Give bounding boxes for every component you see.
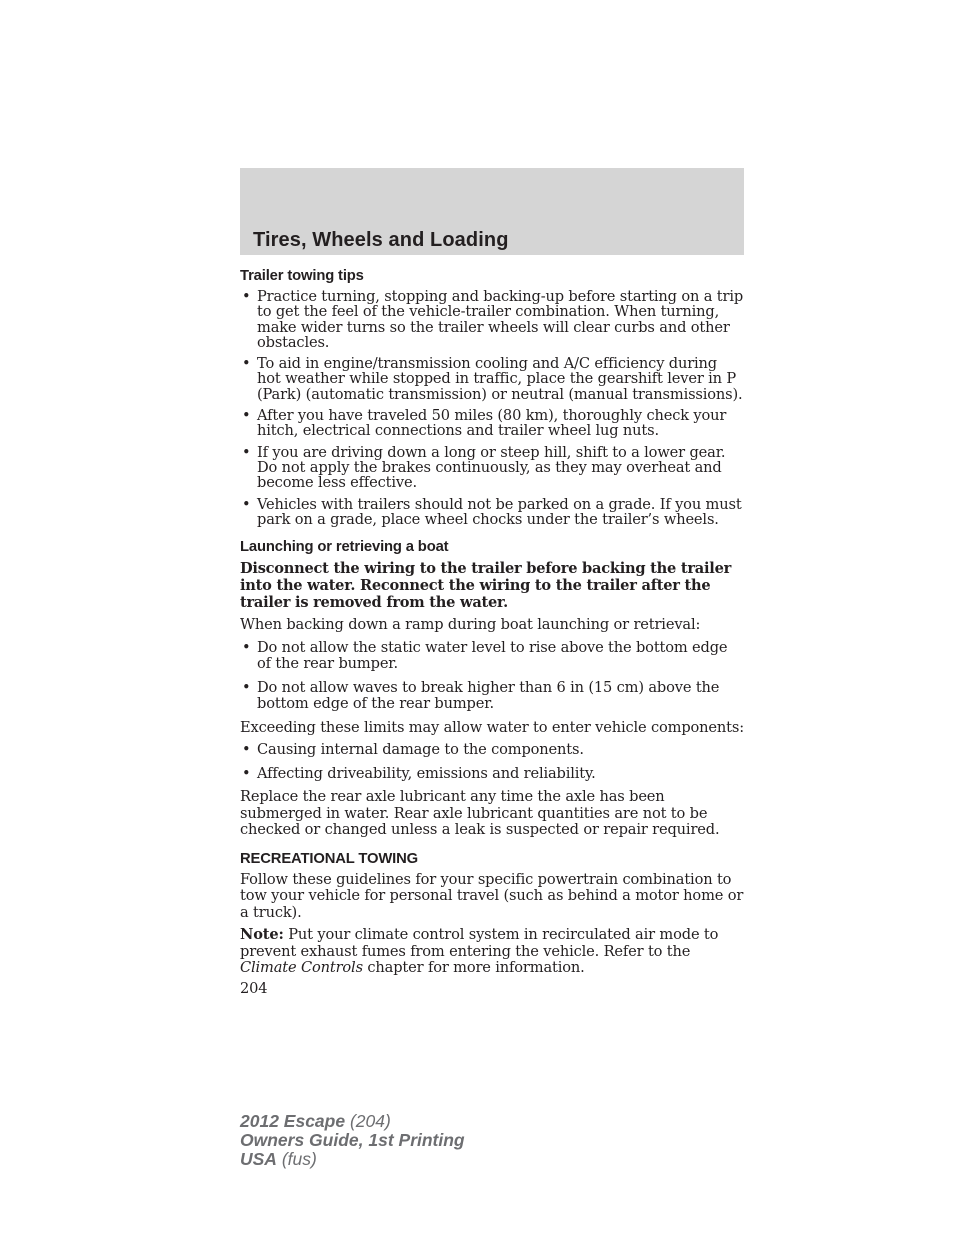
list-item: • Causing internal damage to the components. <box>240 742 744 759</box>
list-item: • Do not allow waves to break higher than 6 in (15 cm) above the bottom edge of the rear bumper. <box>240 680 744 713</box>
list-item: • Do not allow the static water level to rise above the bottom edge of the rear bumper. <box>240 640 744 673</box>
footer-region: USA <box>240 1149 277 1169</box>
list-item: • After you have traveled 50 miles (80 km), thoroughly check your hitch, electrical connections and trailer wheel lug nuts. <box>240 408 744 439</box>
footer-model: 2012 Escape <box>240 1111 346 1131</box>
chapter-title: Tires, Wheels and Loading <box>253 229 509 251</box>
recreational-intro: Follow these guidelines for your specific powertrain combination to tow your vehicle for personal travel (such as behind a motor home or a truck). <box>240 870 744 921</box>
effects-list <box>240 742 744 782</box>
footer-region-code: (fus) <box>276 1149 317 1169</box>
footer-guide: Owners Guide, 1st Printing <box>240 1130 465 1150</box>
note-paragraph <box>240 927 744 977</box>
heading-boat: Launching or retrieving a boat <box>240 539 449 556</box>
heading-recreational-towing: RECREATIONAL TOWING <box>240 850 418 867</box>
lubricant-paragraph: Replace the rear axle lubricant any time the axle has been submerged in water. Rear axle lubricant quantities are not to be checked or changed unless a leak is suspected or repair required. <box>240 788 720 839</box>
list-item: • If you are driving down a long or steep hill, shift to a lower gear. Do not apply the brakes continuously, as they may overheat and become less effective. <box>240 445 744 491</box>
print-footer <box>240 1112 465 1169</box>
chapter-header-band <box>240 168 744 255</box>
page-number: 204 <box>240 979 268 997</box>
heading-towing-tips: Trailer towing tips <box>240 268 364 284</box>
list-item: • Vehicles with trailers should not be parked on a grade. If you must park on a grade, place wheel chocks under the trailer’s wheels. <box>240 497 744 528</box>
note-chapter-reference: Climate Controls <box>240 959 363 977</box>
boat-list <box>240 640 744 713</box>
towing-tips-list <box>240 289 744 527</box>
note-text: Put your climate control system in recirculated air mode to prevent exhaust fumes from entering the vehicle. Refer to the <box>240 926 719 960</box>
note-end: chapter for more information. <box>362 959 585 977</box>
boat-intro: When backing down a ramp during boat launching or retrieval: <box>240 616 701 634</box>
page-content <box>240 268 744 996</box>
boat-warning: Disconnect the wiring to the trailer before backing the trailer into the water. Reconnect the wiring to the trailer after the trailer is removed from the water. <box>240 560 732 612</box>
list-item: • Affecting driveability, emissions and reliability. <box>240 766 744 783</box>
list-item: • To aid in engine/transmission cooling and A/C efficiency during hot weather while stopped in traffic, place the gearshift lever in P (Park) (automatic transmission) or neutral (manual transmissions). <box>240 356 744 402</box>
boat-exceeding: Exceeding these limits may allow water to enter vehicle components: <box>240 718 744 736</box>
footer-model-page: (204) <box>345 1111 391 1131</box>
note-label: Note: <box>240 926 284 944</box>
list-item: • Practice turning, stopping and backing-up before starting on a trip to get the feel of the vehicle-trailer combination. When turning, make wider turns so the trailer wheels will clear curbs and other obstacles. <box>240 289 744 350</box>
